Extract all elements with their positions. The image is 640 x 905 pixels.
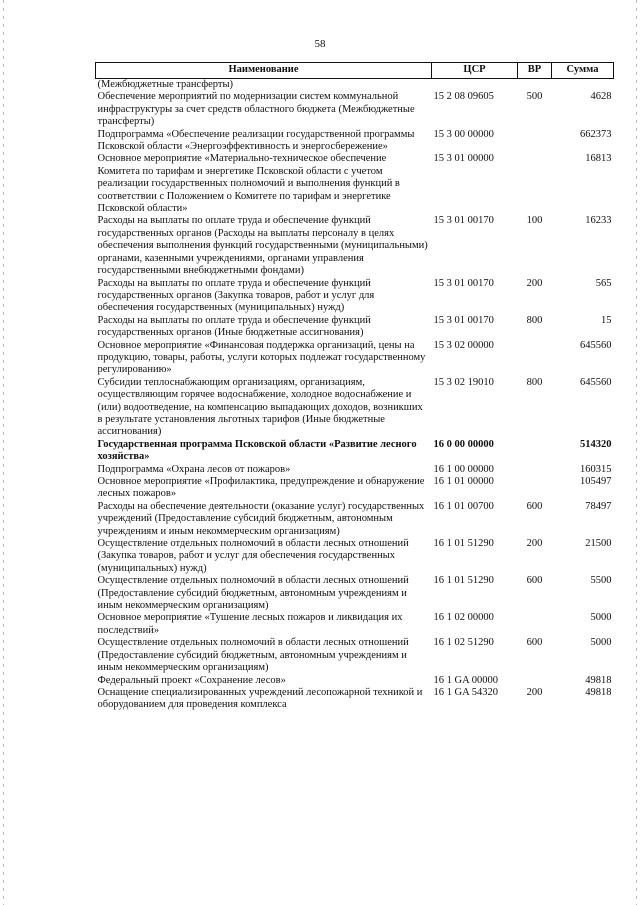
cell-csr: 15 3 02 19010 (433, 376, 494, 388)
cell-csr: 16 1 02 00000 (433, 612, 494, 624)
header-name: Наименование (96, 63, 432, 79)
cell-name: Подпрограмма «Обеспечение реализации государственной программы Псковской области «Энергоэффективность и энергосбережение» (97, 128, 415, 153)
cell-sum: 160315 (580, 463, 612, 475)
cell-csr: 16 1 02 51290 (433, 637, 494, 649)
cell-name: Государственная программа Псковской области «Развитие лесного хозяйства» (97, 438, 417, 463)
cell-name: Обеспечение мероприятий по модернизации систем коммунальной инфраструктуры за счет средств областного бюджета (Межбюджетные трансферты) (97, 91, 415, 128)
cell-vr (518, 79, 552, 92)
cell-vr: 200 (526, 686, 543, 698)
cell-name: Осуществление отдельных полномочий в области лесных отношений (Предоставление субсидий бюджетным, автономным учреждениям и иным некоммерческим организациям) (97, 637, 409, 674)
cell-sum: 49818 (585, 674, 612, 686)
cell-vr (518, 464, 552, 476)
cell-name: Основное мероприятие «Тушение лесных пожаров и ликвидация их последствий» (97, 612, 403, 636)
cell-csr: 15 3 00 00000 (433, 128, 494, 140)
cell-csr: 16 1 01 00000 (433, 476, 494, 487)
cell-vr: 600 (526, 637, 543, 649)
cell-sum: 514320 (580, 438, 612, 450)
cell-vr: 600 (526, 575, 543, 587)
cell-vr (518, 675, 552, 687)
cell-csr: 16 1 00 00000 (433, 463, 494, 475)
table-row (96, 687, 614, 712)
cell-name: Основное мероприятие «Профилактика, предупреждение и обнаружение лесных пожаров» (97, 476, 425, 500)
cell-name: Федеральный проект «Сохранение лесов» (97, 674, 286, 686)
cell-sum (552, 79, 614, 92)
cell-csr: 15 3 01 00170 (433, 215, 494, 227)
cell-sum: 565 (595, 277, 612, 289)
table-row (96, 538, 614, 575)
cell-name: Расходы на выплаты по оплате труда и обеспечение функций государственных органов (Закупка товаров, работ и услуг для обеспечения государственных (муниципальных) нужд) (97, 277, 375, 314)
header-sum: Сумма (552, 63, 614, 79)
cell-name: Осуществление отдельных полномочий в области лесных отношений (Закупка товаров, работ и услуг для обеспечения государственных (муниципальных) нужд) (97, 538, 409, 574)
table-row (96, 278, 614, 315)
cell-csr: 15 2 08 09605 (433, 91, 494, 103)
cell-csr: 15 3 01 00170 (433, 314, 494, 326)
cell-sum: 16813 (585, 153, 612, 165)
budget-table (95, 62, 614, 712)
cell-name: Субсидии теплоснабжающим организациям, организациям, осуществляющим горячее водоснабжение, холодное водоснабжение и (или) водоотведение, на компенсацию выпадающих доходов, возникших в результате установления льготных тарифов (Иные бюджетные ассигнования) (97, 376, 423, 438)
table-row (96, 675, 614, 687)
cell-name: Расходы на выплаты по оплате труда и обеспечение функций государственных органов (Иные бюджетные ассигнования) (97, 314, 371, 339)
cell-name: Основное мероприятие «Финансовая поддержка организаций, цены на продукцию, товары, работы, услуги которых подлежат государственному регулированию» (97, 339, 426, 376)
cell-name: Основное мероприятие «Материально-техническое обеспечение Комитета по тарифам и энергетике Псковской области с учетом реализации государственных полномочий и выполнения функций в соответствии с Положением о Комитете по тарифам и энергетике Псковской области» (97, 153, 400, 215)
cell-vr: 100 (526, 215, 543, 227)
cell-name: Осуществление отдельных полномочий в области лесных отношений (Предоставление субсидий бюджетным, автономным учреждениям и иным некоммерческим организациям) (97, 575, 409, 612)
table-row (96, 315, 614, 340)
page-number: 58 (314, 38, 326, 50)
table-row (96, 476, 614, 501)
table-row (96, 340, 614, 377)
table-row (96, 439, 614, 464)
cell-vr: 800 (526, 376, 543, 388)
cell-csr (432, 79, 518, 92)
cell-sum: 645560 (580, 339, 612, 351)
table-row (96, 91, 614, 128)
cell-csr: 15 3 01 00000 (433, 153, 494, 165)
cell-vr (518, 612, 552, 637)
cell-csr: 15 3 02 00000 (433, 339, 494, 351)
cell-sum: 4628 (590, 91, 612, 103)
cell-sum: 645560 (580, 376, 612, 388)
cell-sum: 21500 (585, 538, 612, 550)
scan-edge-right (636, 0, 637, 905)
cell-csr: 16 1 GA 00000 (433, 674, 498, 686)
cell-name: Оснащение специализированных учреждений лесопожарной техникой и оборудованием для проведения комплекса (97, 686, 423, 711)
table-row (96, 377, 614, 439)
cell-vr: 200 (526, 277, 543, 289)
table-row (96, 501, 614, 538)
cell-name: Расходы на выплаты по оплате труда и обеспечение функций государственных органов (Расходы на выплаты персоналу в целях обеспечения выполнения функций государственными (муниципальными) органами, казенными учреждениями, органами управления государственными внебюджетными фондами) (97, 215, 428, 277)
cell-name: (Межбюджетные трансферты) (97, 79, 234, 90)
cell-vr (518, 153, 552, 215)
table-row (96, 215, 614, 277)
cell-vr (518, 340, 552, 377)
table-row (96, 79, 614, 92)
cell-sum: 5000 (590, 637, 612, 649)
cell-sum: 662373 (580, 128, 612, 140)
cell-sum: 105497 (580, 476, 612, 487)
cell-sum: 16233 (585, 215, 612, 227)
table-row (96, 464, 614, 476)
cell-csr: 15 3 01 00170 (433, 277, 494, 289)
cell-csr: 16 1 01 51290 (433, 575, 494, 587)
cell-vr (518, 129, 552, 154)
table-row (96, 153, 614, 215)
cell-csr: 16 0 00 00000 (433, 438, 494, 450)
cell-csr: 16 1 01 00700 (433, 500, 494, 512)
cell-sum: 15 (601, 314, 612, 326)
cell-vr: 600 (526, 500, 543, 512)
cell-name: Подпрограмма «Охрана лесов от пожаров» (97, 463, 291, 475)
cell-vr: 500 (526, 91, 543, 103)
header-vr: ВР (518, 63, 552, 79)
scan-edge-left (3, 0, 4, 905)
cell-vr: 800 (526, 314, 543, 326)
cell-vr: 200 (526, 538, 543, 550)
cell-vr (518, 476, 552, 501)
header-csr: ЦСР (432, 63, 518, 79)
cell-sum: 78497 (585, 500, 612, 512)
cell-csr: 16 1 01 51290 (433, 538, 494, 550)
cell-name: Расходы на обеспечение деятельности (оказание услуг) государственных учреждений (Предоставление субсидий бюджетным, автономным учреждениям и иным некоммерческим организациям) (97, 500, 425, 537)
cell-csr: 16 1 GA 54320 (433, 686, 498, 698)
cell-sum: 49818 (585, 686, 612, 698)
table-row (96, 129, 614, 154)
cell-sum: 5000 (590, 612, 612, 624)
cell-vr (518, 439, 552, 464)
table-row (96, 637, 614, 674)
cell-sum: 5500 (590, 575, 612, 587)
table-header-row (96, 63, 614, 79)
table-row (96, 575, 614, 612)
table-row (96, 612, 614, 637)
